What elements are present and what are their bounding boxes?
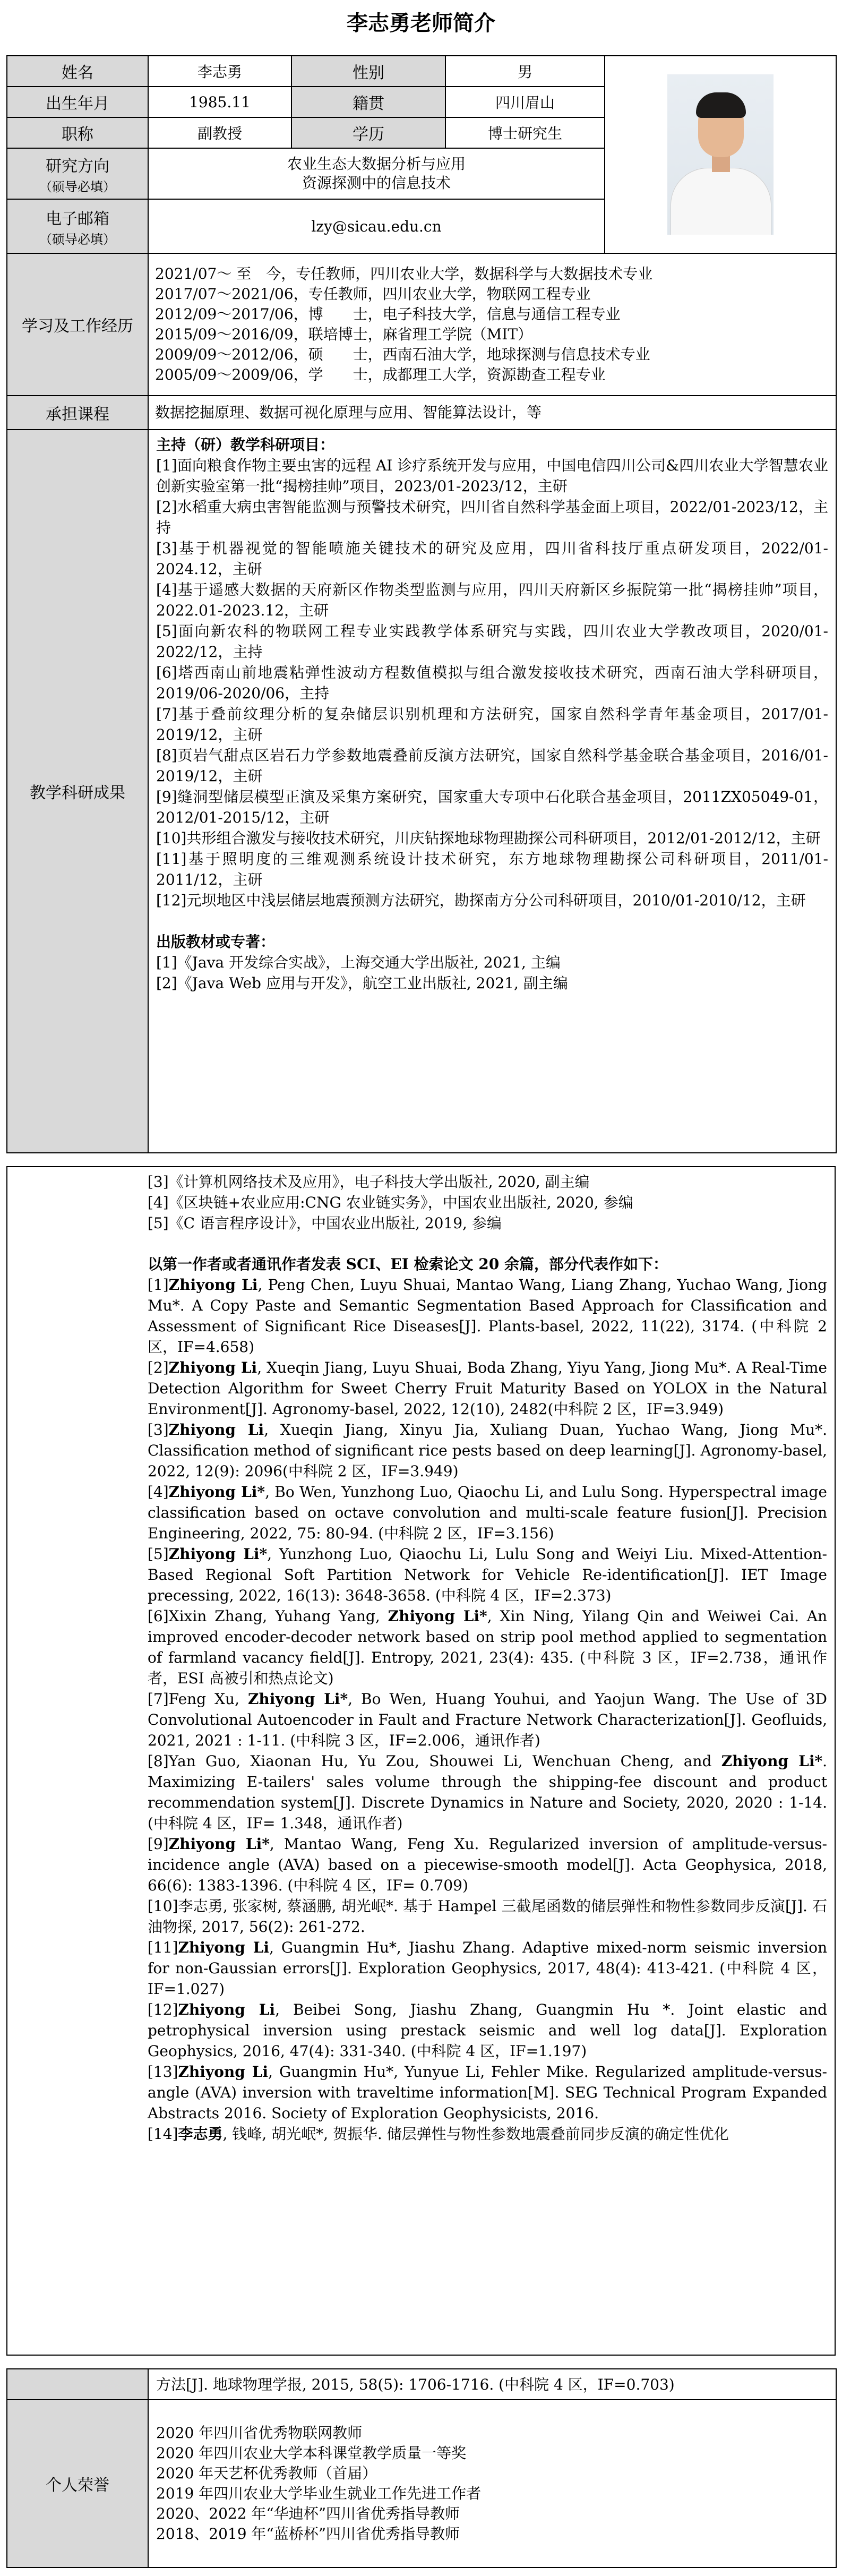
project-item: [9]缝洞型储层模型正演及采集方案研究，国家重大专项中石化联合基金项目，2011ZX05049-01，2012/01-2015/12，主研: [156, 788, 828, 826]
experience-label: 学习及工作经历: [7, 253, 148, 396]
author-highlight: Zhiyong Li*: [168, 1545, 268, 1563]
author-highlight: Zhiyong Li: [178, 2063, 269, 2081]
book-item: [3]《计算机网络技术及应用》，电子科技大学出版社, 2020, 副主编: [148, 1173, 590, 1191]
gender-label: 性别: [291, 56, 445, 87]
honors-list: [148, 2400, 836, 2568]
degree-label: 学历: [291, 117, 445, 148]
experience-item: 2015/09～2016/09，联培博士，麻省理工学院（MIT）: [155, 326, 533, 343]
title-label: 职称: [7, 117, 148, 148]
honor-item: 2018、2019 年“蓝桥杯”四川省优秀指导教师: [156, 2525, 460, 2543]
birth-label: 出生年月: [7, 87, 148, 117]
honors-label: 个人荣誉: [7, 2400, 148, 2568]
native-value: 四川眉山: [445, 87, 605, 117]
book-item: [2]《Java Web 应用与开发》，航空工业出版社, 2021, 副主编: [156, 974, 568, 992]
direction-item-1: 农业生态大数据分析与应用: [287, 155, 466, 173]
book-item: [5]《C 语言程序设计》，中国农业出版社, 2019, 参编: [148, 1214, 502, 1232]
title-value: 副教授: [148, 117, 291, 148]
experience-list: [148, 253, 836, 396]
email-value[interactable]: lzy@sicau.edu.cn: [148, 199, 605, 253]
direction-label-note: （硕导必填）: [39, 179, 116, 194]
author-highlight: Zhiyong Li: [168, 1421, 264, 1439]
project-item: [3]基于机器视觉的智能喷施关键技术的研究及应用，四川省科技厅重点研发项目，2022/01-2024.12，主研: [156, 540, 828, 578]
paper-item: [1]Zhiyong Li, Peng Chen, Luyu Shuai, Mantao Wang, Liang Zhang, Yuchao Wang, Jiong Mu*. A Copy Paste and Semantic Segmentation Based Approach for Classification and Assessment of Significant Rice Diseases[J]. Plants-basel, 2022, 11(22), 3174. (中科院 2 区，IF=4.658): [148, 1276, 827, 1356]
research-continued-table: [6, 1166, 836, 2356]
project-item: [6]塔西南山前地震粘弹性波动方程数值模拟与组合激发接收技术研究，西南石油大学科研项目，2019/06-2020/06，主持: [156, 664, 828, 702]
photo-cell: [605, 56, 836, 253]
author-highlight: Zhiyong Li: [178, 1939, 269, 1956]
research-label: 教学科研成果: [7, 430, 148, 1153]
direction-item-2: 资源探测中的信息技术: [302, 174, 451, 192]
project-item: [11]基于照明度的三维观测系统设计技术研究，东方地球物理勘探公司科研项目，2011/01-2011/12，主研: [156, 850, 828, 888]
honor-item: 2020 年四川农业大学本科课堂教学质量一等奖: [156, 2444, 467, 2462]
author-highlight: Zhiyong Li: [178, 2001, 276, 2018]
project-item: [7]基于叠前纹理分析的复杂储层识别机理和方法研究，国家自然科学青年基金项目，2017/01-2019/12，主研: [156, 705, 828, 743]
gender-value: 男: [445, 56, 605, 87]
experience-item: 2017/07～2021/06，专任教师，四川农业大学，物联网工程专业: [155, 285, 591, 303]
project-item: [5]面向新农科的物联网工程专业实践教学体系研究与实践，四川农业大学教改项目，2020/01-2022/12，主持: [156, 622, 828, 661]
honor-item: 2020 年四川省优秀物联网教师: [156, 2424, 363, 2442]
portrait-photo: [667, 74, 774, 235]
page-title: 李志勇老师简介: [347, 11, 495, 36]
research-content: [148, 430, 836, 1153]
experience-item: 2009/09～2012/06，硕 士，西南石油大学，地球探测与信息技术专业: [155, 346, 650, 363]
paper-item: [2]Zhiyong Li, Xueqin Jiang, Luyu Shuai, Boda Zhang, Yiyu Yang, Jiong Mu*. A Real-Time Detection Algorithm for Sweet Cherry Fruit Maturity Based on YOLOX in the Natural Environment[J]. Agronomy-basel, 2022, 12(10), 2482(中科院 2 区，IF=3.949): [148, 1359, 828, 1418]
author-highlight: Zhiyong Li*: [721, 1752, 823, 1770]
experience-item: 2005/09～2009/06，学 士，成都理工大学，资源勘查工程专业: [155, 366, 606, 383]
papers-heading: 以第一作者或者通讯作者发表 SCI、EI 检索论文 20 余篇，部分代表作如下：: [148, 1255, 668, 1273]
paper-item: [6]Xixin Zhang, Yuhang Yang, Zhiyong Li*, Xin Ning, Yilang Qin and Weiwei Cai. An improved encoder-decoder network based on strip pool method applied to segmentation of farmland vacancy field[J]. Entropy, 2021, 23(4): 435. (中科院 3 区，IF=2.738，通讯作者，ESI 高被引和热点论文): [148, 1607, 828, 1687]
name-value: 李志勇: [148, 56, 291, 87]
author-highlight: Zhiyong Li*: [247, 1690, 348, 1708]
project-item: [2]水稻重大病虫害智能监测与预警技术研究，四川省自然科学基金面上项目，2022/01-2023/12，主持: [156, 498, 828, 536]
paper-item: [12]Zhiyong Li, Beibei Song, Jiashu Zhang, Guangmin Hu *. Joint elastic and petrophysical inversion using prestack seismic and well log data[J]. Exploration Geophysics, 2016, 47(4): 331-340. (中科院 4 区，IF=1.197): [148, 2001, 827, 2060]
birth-value: 1985.11: [148, 87, 291, 117]
courses-label: 承担课程: [7, 396, 148, 430]
paper-item: [13]Zhiyong Li, Guangmin Hu*, Yunyue Li, Fehler Mike. Regularized amplitude-versus-angle (AVA) inversion with traveltime information[M]. SEG Technical Program Expanded Abstracts 2016. Society of Exploration Geophysicists, 2016.: [148, 2063, 827, 2122]
author-highlight: Zhiyong Li*: [168, 1835, 270, 1853]
continuation-label-blank: [7, 2369, 148, 2400]
native-label: 籍贯: [291, 87, 445, 117]
project-item: [8]页岩气甜点区岩石力学参数地震叠前反演方法研究，国家自然科学基金联合基金项目，2016/01-2019/12，主研: [156, 747, 828, 785]
paper-item: [11]Zhiyong Li, Guangmin Hu*, Jiashu Zhang. Adaptive mixed-norm seismic inversion for non-Gaussian errors[J]. Exploration Geophysics, 2017, 48(4): 413-421. (中科院 4 区，IF=1.027): [148, 1939, 827, 1998]
author-highlight: Zhiyong Li: [168, 1276, 258, 1294]
paper-item: [9]Zhiyong Li*, Mantao Wang, Feng Xu. Regularized inversion of amplitude-versus-incidence angle (AVA) based on a piecewise-smooth model[J]. Acta Geophysica, 2018, 66(6): 1383-1396. (中科院 4 区，IF= 0.709): [148, 1835, 828, 1894]
project-item: [1]面向粮食作物主要虫害的远程 AI 诊疗系统开发与应用，中国电信四川公司&四川农业大学智慧农业创新实验室第一批“揭榜挂帅”项目，2023/01-2023/12，主研: [156, 457, 828, 495]
profile-table: [6, 55, 837, 1153]
book-item: [1]《Java 开发综合实战》，上海交通大学出版社, 2021, 主编: [156, 954, 561, 971]
paper-item: [8]Yan Guo, Xiaonan Hu, Yu Zou, Shouwei Li, Wenchuan Cheng, and Zhiyong Li*. Maximizing E-tailers' sales volume through the shipping-fee discount and product recommendation system[J]. Discrete Dynamics in Nature and Society, 2020, 2020 : 1-14. (中科院 4 区，IF= 1.348，通讯作者): [148, 1752, 828, 1832]
book-item: [4]《区块链+农业应用:CNG 农业链实务》，中国农业出版社, 2020, 参编: [148, 1194, 633, 1211]
honor-item: 2020 年天艺杯优秀教师（首届）: [156, 2464, 377, 2482]
experience-item: 2012/09～2017/06，博 士，电子科技大学，信息与通信工程专业: [155, 305, 621, 323]
author-highlight: Zhiyong Li*: [388, 1607, 487, 1625]
honor-item: 2020、2022 年“华迪杯”四川省优秀指导教师: [156, 2505, 460, 2522]
honors-table: [6, 2368, 837, 2568]
paper-item: [7]Feng Xu, Zhiyong Li*, Bo Wen, Huang Youhui, and Yaojun Wang. The Use of 3D Convolutional Autoencoder in Fault and Fracture Network Characterization[J]. Geofluids, 2021, 2021 : 1-11. (中科院 3 区，IF=2.006，通讯作者): [148, 1690, 827, 1749]
email-label-text: 电子邮箱: [46, 209, 109, 228]
project-item: [12]元坝地区中浅层储层地震预测方法研究，勘探南方分公司科研项目，2010/01-2010/12，主研: [156, 892, 806, 909]
direction-value: [148, 148, 605, 199]
email-label-note: （硕导必填）: [39, 232, 116, 247]
project-item: [10]共形组合激发与接收技术研究，川庆钻探地球物理勘探公司科研项目，2012/01-2012/12，主研: [156, 829, 821, 847]
project-item: [4]基于遥感大数据的天府新区作物类型监测与应用，四川天府新区乡振院第一批“揭榜挂帅”项目，2022.01-2023.12，主研: [156, 581, 828, 619]
paper-item: [14]李志勇, 钱峰, 胡光岷*, 贺振华. 储层弹性与物性参数地震叠前同步反演的确定性优化: [148, 2125, 729, 2143]
paper-item: [4]Zhiyong Li*, Bo Wen, Yunzhong Luo, Qiaochu Li, and Lulu Song. Hyperspectral image classification based on octave convolution and multi-scale feature fusion[J]. Precision Engineering, 2022, 75: 80-94. (中科院 2 区，IF=3.156): [148, 1483, 827, 1542]
paper-14-continuation: 方法[J]. 地球物理学报, 2015, 58(5): 1706-1716. (中科院 4 区，IF=0.703): [148, 2369, 836, 2400]
books-heading: 出版教材或专著：: [156, 933, 276, 951]
author-highlight: Zhiyong Li*: [168, 1483, 265, 1501]
paper-item: [3]Zhiyong Li, Xueqin Jiang, Xinyu Jia, Xuliang Duan, Yuchao Wang, Jiong Mu*. Classification method of significant rice pests based on deep learning[J]. Agronomy-basel, 2022, 12(9): 2096(中科院 2 区，IF=3.949): [148, 1421, 827, 1480]
experience-item: 2021/07～ 至 今，专任教师，四川农业大学，数据科学与大数据技术专业: [155, 265, 653, 283]
projects-heading: 主持（研）教学科研项目：: [156, 436, 335, 453]
paper-item: [5]Zhiyong Li*, Yunzhong Luo, Qiaochu Li, Lulu Song and Weiyi Liu. Mixed-Attention-Based Regional Soft Partition Network for Vehicle Re-identification[J]. IET Image precessing, 2022, 16(13): 3648-3658. (中科院 4 区，IF=2.373): [148, 1545, 827, 1604]
direction-label-text: 研究方向: [46, 157, 109, 176]
honor-item: 2019 年四川农业大学毕业生就业工作先进工作者: [156, 2485, 482, 2502]
direction-label: [7, 148, 148, 199]
degree-value: 博士研究生: [445, 117, 605, 148]
name-label: 姓名: [7, 56, 148, 87]
courses-value: 数据挖掘原理、数据可视化原理与应用、智能算法设计，等: [148, 396, 836, 430]
publications-content: [7, 1167, 835, 2355]
author-highlight: 李志勇: [178, 2125, 223, 2143]
paper-item: [10]李志勇, 张家树, 蔡涵鹏, 胡光岷*. 基于 Hampel 三截尾函数的储层弹性和物性参数同步反演[J]. 石油物探, 2017, 56(2): 261-272.: [148, 1897, 827, 1936]
author-highlight: Zhiyong Li: [168, 1359, 257, 1376]
email-label: [7, 199, 148, 253]
